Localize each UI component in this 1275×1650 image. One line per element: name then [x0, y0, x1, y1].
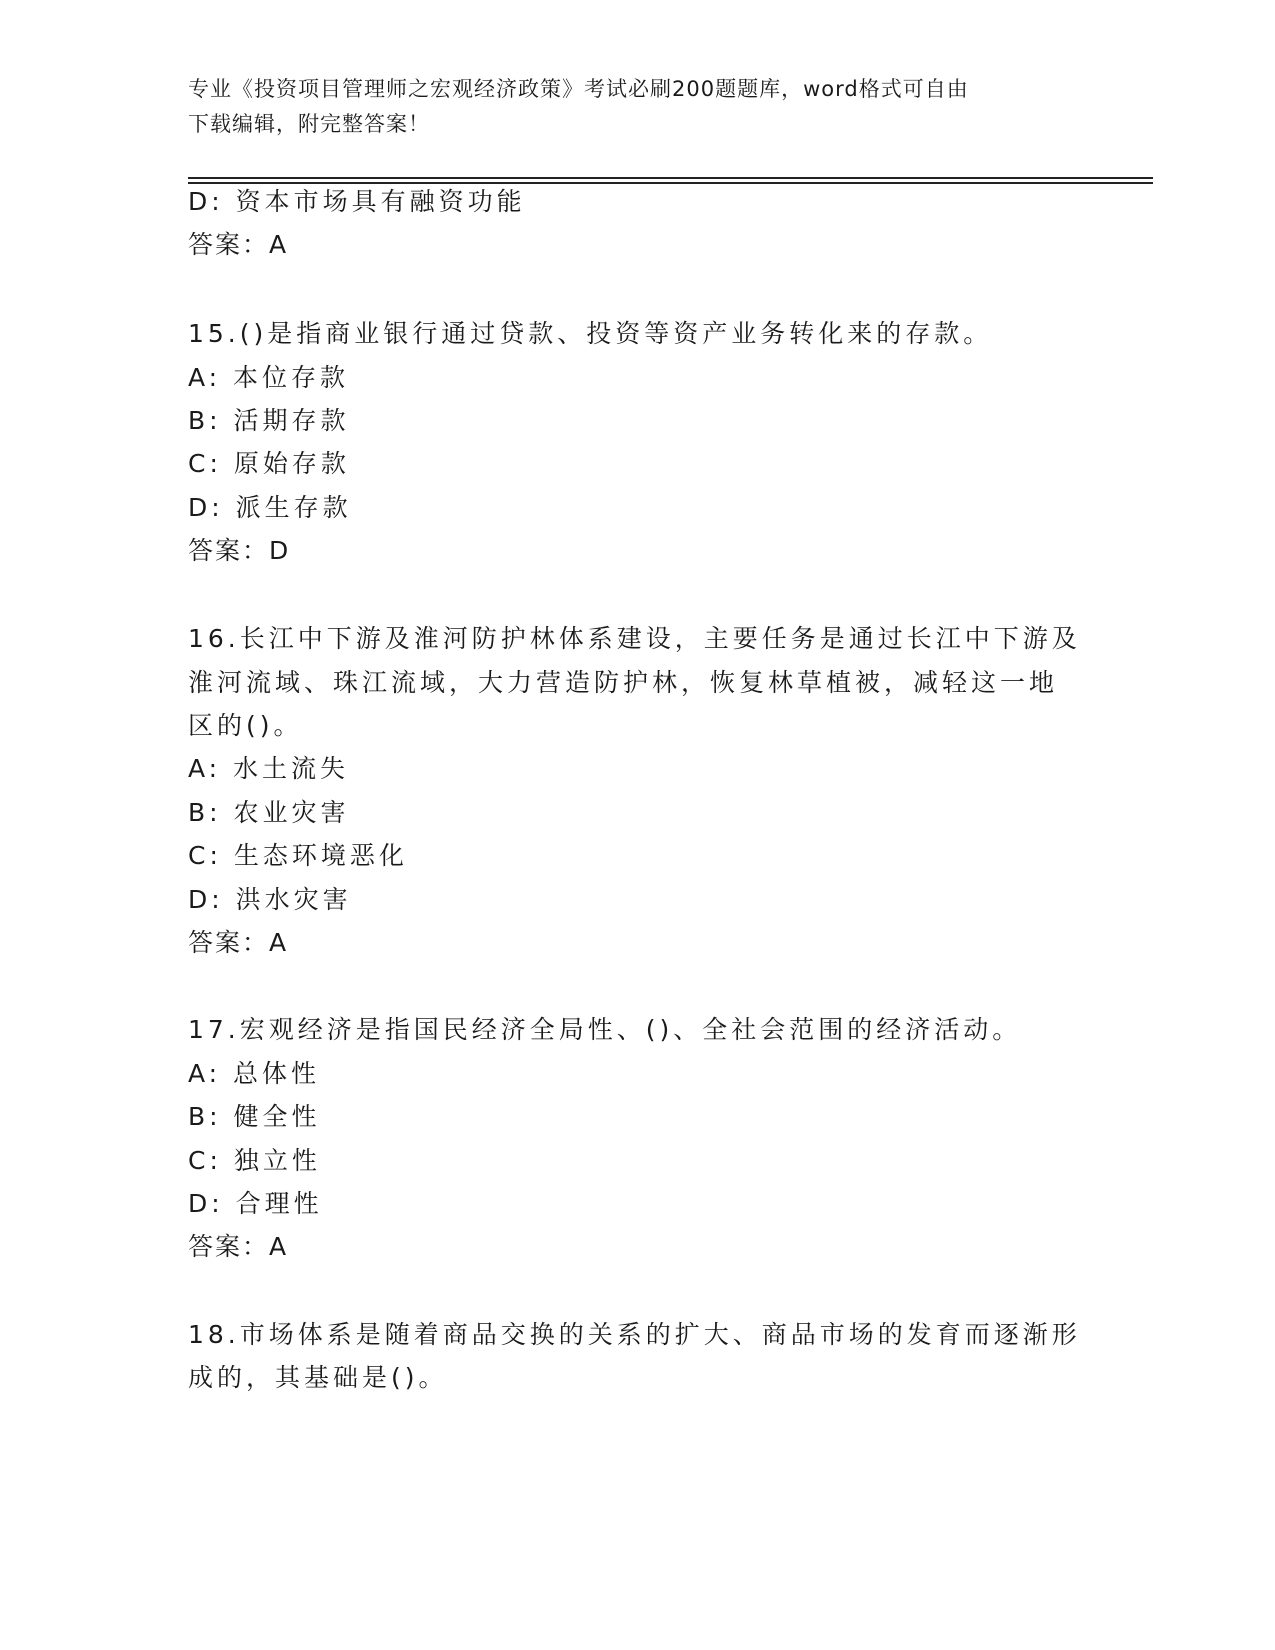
q15-option-d: D: 派生存款: [188, 493, 352, 522]
q16-option-d: D: 洪水灾害: [188, 885, 352, 914]
q18-stem-line-1: 18.市场体系是随着商品交换的关系的扩大、商品市场的发育而逐渐形: [188, 1320, 1081, 1349]
q15-option-b: B: 活期存款: [188, 406, 350, 435]
q18-stem-line-2: 成的，其基础是()。: [188, 1363, 448, 1392]
header-divider-bottom: [188, 182, 1153, 184]
q15-option-a: A: 本位存款: [188, 363, 350, 392]
q17-option-b: B: 健全性: [188, 1102, 321, 1131]
q16-option-a: A: 水土流失: [188, 754, 350, 783]
q16-stem-line-1: 16.长江中下游及淮河防护林体系建设，主要任务是通过长江中下游及: [188, 624, 1081, 653]
header-line-1: 专业《投资项目管理师之宏观经济政策》考试必刷200题题库，word格式可自由: [188, 77, 969, 101]
document-header: [188, 72, 1068, 142]
q15-option-c: C: 原始存款: [188, 449, 350, 478]
prev-answer: 答案：A: [188, 230, 289, 259]
q16-option-c: C: 生态环境恶化: [188, 841, 408, 870]
q17-option-c: C: 独立性: [188, 1146, 321, 1175]
q16-option-b: B: 农业灾害: [188, 798, 350, 827]
q16-stem-line-2: 淮河流域、珠江流域，大力营造防护林，恢复林草植被，减轻这一地: [188, 668, 1059, 697]
header-line-2: 下载编辑，附完整答案！: [188, 112, 430, 136]
q17-answer: 答案：A: [188, 1232, 289, 1261]
q16-answer: 答案：A: [188, 928, 289, 957]
header-divider-top: [188, 177, 1153, 179]
q17-stem: 17.宏观经济是指国民经济全局性、()、全社会范围的经济活动。: [188, 1015, 1022, 1044]
prev-option-d: D: 资本市场具有融资功能: [188, 187, 526, 216]
q16-stem-line-3: 区的()。: [188, 711, 303, 740]
q17-option-a: A: 总体性: [188, 1059, 321, 1088]
q15-stem: 15.()是指商业银行通过贷款、投资等资产业务转化来的存款。: [188, 319, 993, 348]
q17-option-d: D: 合理性: [188, 1189, 323, 1218]
q15-answer: 答案：D: [188, 536, 291, 565]
